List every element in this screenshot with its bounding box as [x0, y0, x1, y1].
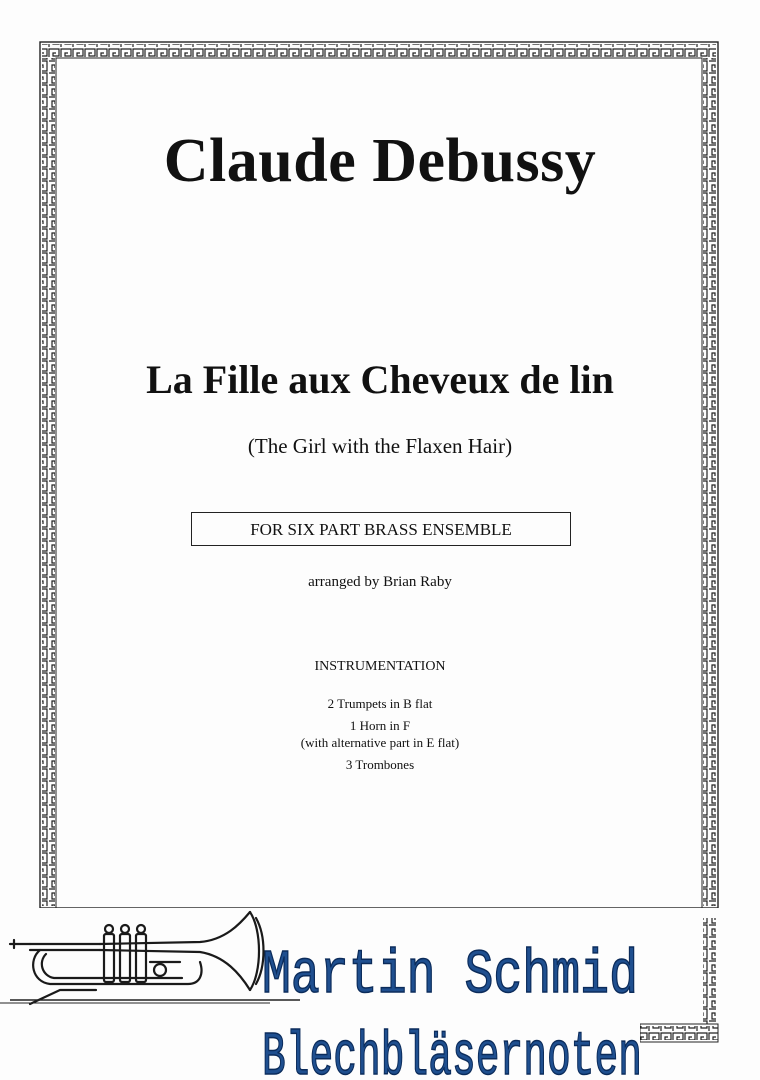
arranger-credit: arranged by Brian Raby	[308, 574, 452, 590]
instrumentation-heading: INSTRUMENTATION	[314, 659, 446, 674]
ensemble-label: FOR SIX PART BRASS ENSEMBLE	[191, 512, 571, 546]
watermark-line2: Blechbläsernoten	[262, 1022, 642, 1080]
piece-subtitle: (The Girl with the Flaxen Hair)	[247, 434, 513, 458]
publisher-watermark	[0, 900, 760, 1080]
instrument-item: 2 Trumpets in B flat	[327, 696, 433, 711]
composer-name: Claude Debussy	[163, 127, 597, 195]
instrument-item: 1 Horn in F	[349, 718, 411, 733]
instrument-item: 3 Trombones	[345, 757, 415, 772]
piece-title: La Fille aux Cheveux de lin	[146, 357, 614, 402]
instrument-list	[0, 695, 760, 773]
watermark-line1: Martin Schmid	[262, 940, 638, 1011]
instrument-item: (with alternative part in E flat)	[300, 735, 460, 750]
